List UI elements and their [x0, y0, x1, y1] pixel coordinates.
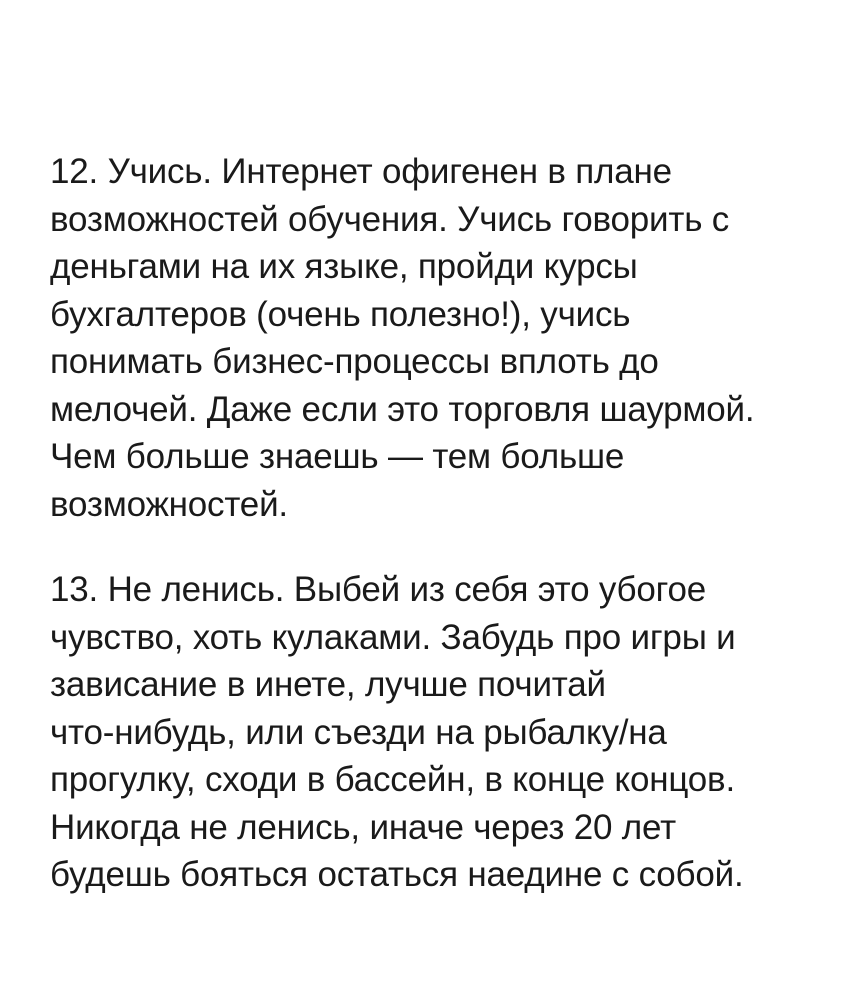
text-line: возможностей обучения. Учись говорить с — [50, 199, 730, 239]
text-line: что-нибудь, или съезди на рыбалку/на — [50, 712, 667, 752]
text-line: зависание в инете, лучше почитай — [50, 665, 606, 704]
text-line: 13. Не ленись. Выбей из себя это убогое — [50, 570, 706, 609]
text-line: деньгами на их языке, пройди курсы — [50, 247, 638, 286]
text-line: понимать бизнес-процессы вплоть до — [50, 342, 659, 381]
paragraph-12-learn — [50, 148, 820, 528]
text-line: чувство, хоть кулаками. Забудь про игры и — [50, 617, 736, 657]
text-line: Никогда не ленись, иначе через 20 лет — [50, 807, 676, 847]
text-line: 12. Учись. Интернет офигенен в плане — [50, 152, 672, 191]
text-line: будешь бояться остаться наедине с собой. — [50, 855, 744, 894]
text-line: возможностей. — [50, 484, 288, 524]
text-line: прогулку, сходи в бассейн, в конце концов. — [50, 760, 735, 799]
text-line: мелочей. Даже если это торговля шаурмой. — [50, 389, 755, 429]
text-line: Чем больше знаешь — тем больше — [50, 437, 625, 476]
paragraph-13-dont-be-lazy — [50, 566, 820, 899]
text-line: бухгалтеров (очень полезно!), учись — [50, 294, 631, 334]
